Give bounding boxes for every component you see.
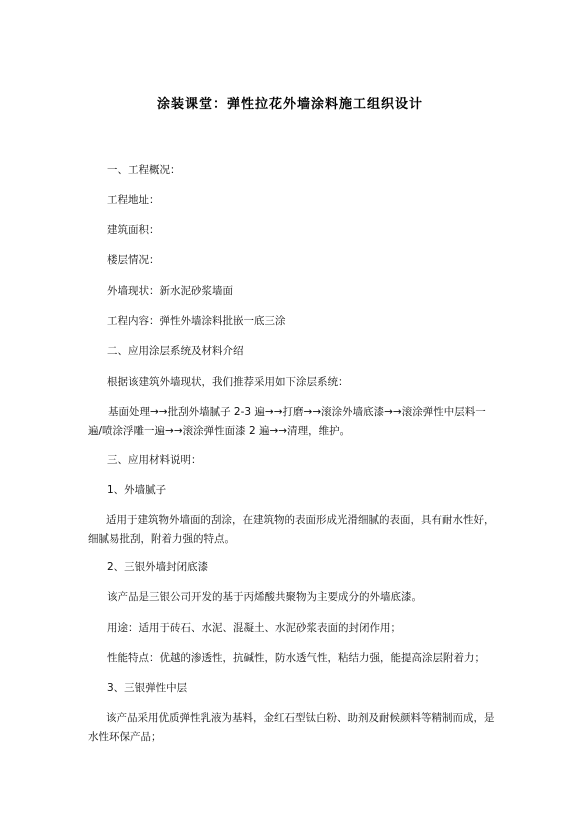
material-heading-putty: 1、外墙腻子 xyxy=(107,484,167,496)
wall-status-field: 外墙现状：新水泥砂浆墙面 xyxy=(107,285,233,297)
midcoat-description: 该产品采用优质弹性乳液为基料，金红石型钛白粉、助剂及耐候颜料等精制而成，是水性环保产品； xyxy=(88,712,495,743)
recommendation-text: 根据该建筑外墙现状，我们推荐采用如下涂层系统： xyxy=(107,376,349,388)
material-heading-midcoat: 3、三银弹性中层 xyxy=(107,682,188,694)
project-address-field: 工程地址： xyxy=(107,194,160,206)
primer-features: 性能特点：优越的渗透性，抗碱性，防水透气性，粘结力强，能提高涂层附着力； xyxy=(107,652,485,664)
primer-description: 该产品是三银公司开发的基于丙烯酸共聚物为主要成分的外墙底漆。 xyxy=(107,591,422,603)
primer-usage: 用途：适用于砖石、水泥、混凝土、水泥砂浆表面的封闭作用； xyxy=(107,622,401,634)
section-heading-coating-system: 二、应用涂层系统及材料介绍 xyxy=(107,345,244,357)
section-heading-overview: 一、工程概况： xyxy=(107,164,181,176)
material-heading-primer: 2、三银外墙封闭底漆 xyxy=(107,561,209,573)
project-content-field: 工程内容：弹性外墙涂料批嵌一底三涂 xyxy=(107,315,286,327)
floor-info-field: 楼层情况： xyxy=(107,254,160,266)
document-title: 涂装课堂：弹性拉花外墙涂料施工组织设计 xyxy=(156,97,423,112)
building-area-field: 建筑面积： xyxy=(107,224,160,236)
putty-description: 适用于建筑物外墙面的刮涂，在建筑物的表面形成光滑细腻的表面，具有耐水性好，细腻易批刮，附着力强的特点。 xyxy=(88,514,495,545)
section-heading-materials: 三、应用材料说明： xyxy=(107,454,202,466)
process-paragraph: 基面处理→→批刮外墙腻子 2-3 遍→→打磨→→滚涂外墙底漆→→滚涂弹性中层料一遍/喷涂浮雕一遍→→滚涂弹性面漆 2 遍→→清理，维护。 xyxy=(88,406,486,437)
